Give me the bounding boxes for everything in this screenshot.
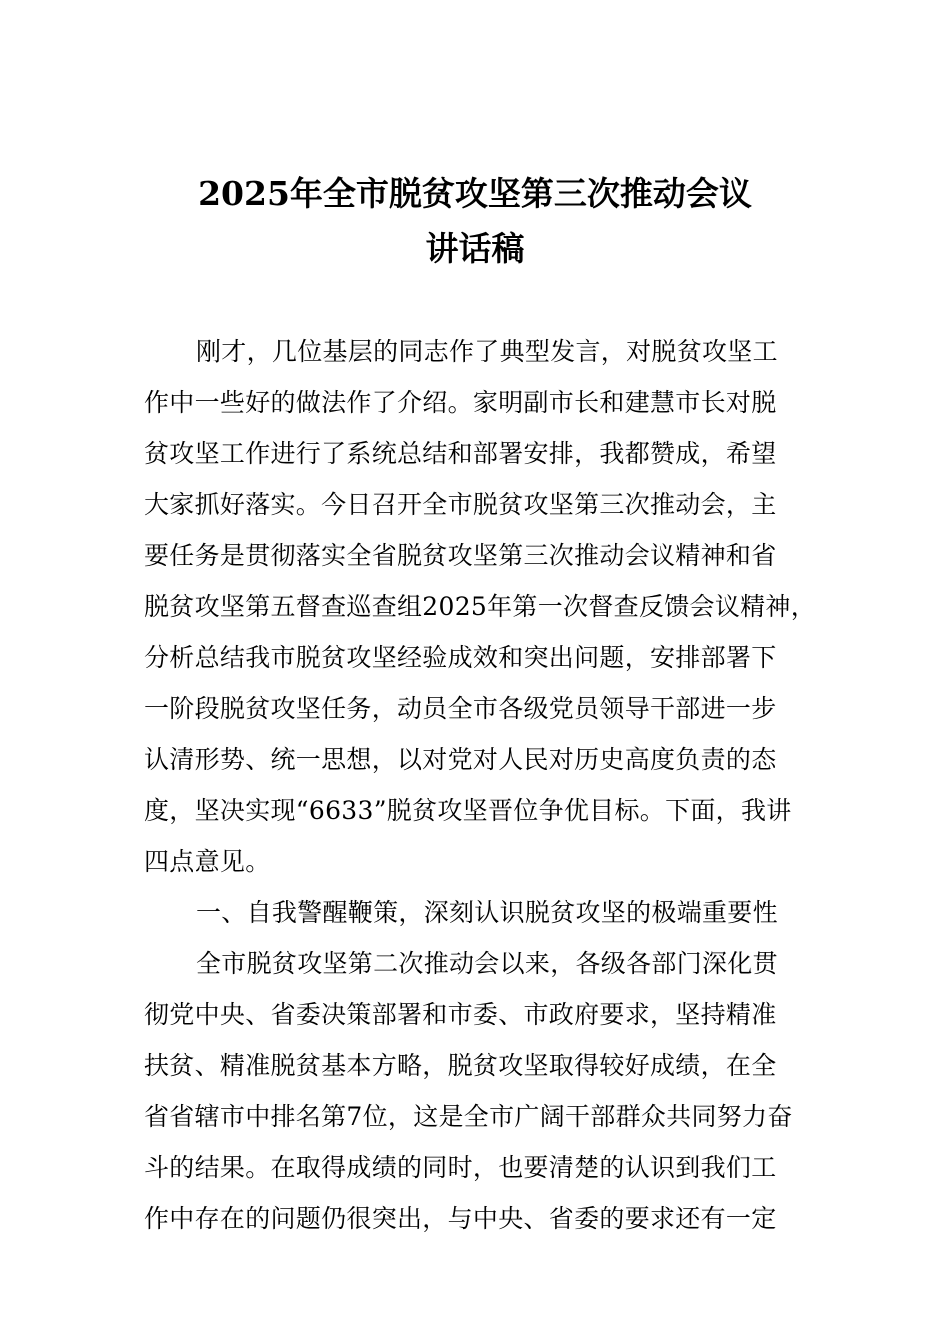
document-title-line-1: 2025年全市脱贫攻坚第三次推动会议	[198, 174, 752, 213]
paragraph-line: 一阶段脱贫攻坚任务，动员全市各级党员领导干部进一步	[144, 694, 777, 723]
paragraph-line: 脱贫攻坚第五督查巡查组2025年第一次督查反馈会议精神，	[144, 592, 817, 621]
document-title-line-2: 讲话稿	[425, 229, 525, 268]
paragraph-line: 刚才，几位基层的同志作了典型发言，对脱贫攻坚工	[196, 337, 778, 366]
paragraph-line: 彻党中央、省委决策部署和市委、市政府要求，坚持精准	[144, 1000, 777, 1029]
paragraph-line: 贫攻坚工作进行了系统总结和部署安排，我都赞成，希望	[144, 439, 777, 468]
paragraph-line: 度，坚决实现“6633”脱贫攻坚晋位争优目标。下面，我讲	[144, 796, 792, 825]
paragraph-line: 作中存在的问题仍很突出，与中央、省委的要求还有一定	[144, 1204, 777, 1233]
paragraph-line: 斗的结果。在取得成绩的同时，也要清楚的认识到我们工	[144, 1153, 777, 1182]
paragraph-line: 认清形势、统一思想，以对党对人民对历史高度负责的态	[144, 745, 777, 774]
paragraph-line: 分析总结我市脱贫攻坚经验成效和突出问题，安排部署下	[144, 643, 777, 672]
paragraph-line: 省省辖市中排名第7位，这是全市广阔干部群众共同努力奋	[144, 1102, 793, 1131]
paragraph-line: 全市脱贫攻坚第二次推动会以来，各级各部门深化贯	[196, 949, 778, 978]
paragraph-line: 四点意见。	[144, 847, 271, 876]
paragraph-line: 要任务是贯彻落实全省脱贫攻坚第三次推动会议精神和省	[144, 541, 777, 570]
section-heading: 一、自我警醒鞭策，深刻认识脱贫攻坚的极端重要性	[196, 898, 778, 927]
paragraph-line: 扶贫、精准脱贫基本方略，脱贫攻坚取得较好成绩，在全	[144, 1051, 777, 1080]
paragraph-line: 作中一些好的做法作了介绍。家明副市长和建慧市长对脱	[144, 388, 777, 417]
paragraph-line: 大家抓好落实。今日召开全市脱贫攻坚第三次推动会，主	[144, 490, 777, 519]
